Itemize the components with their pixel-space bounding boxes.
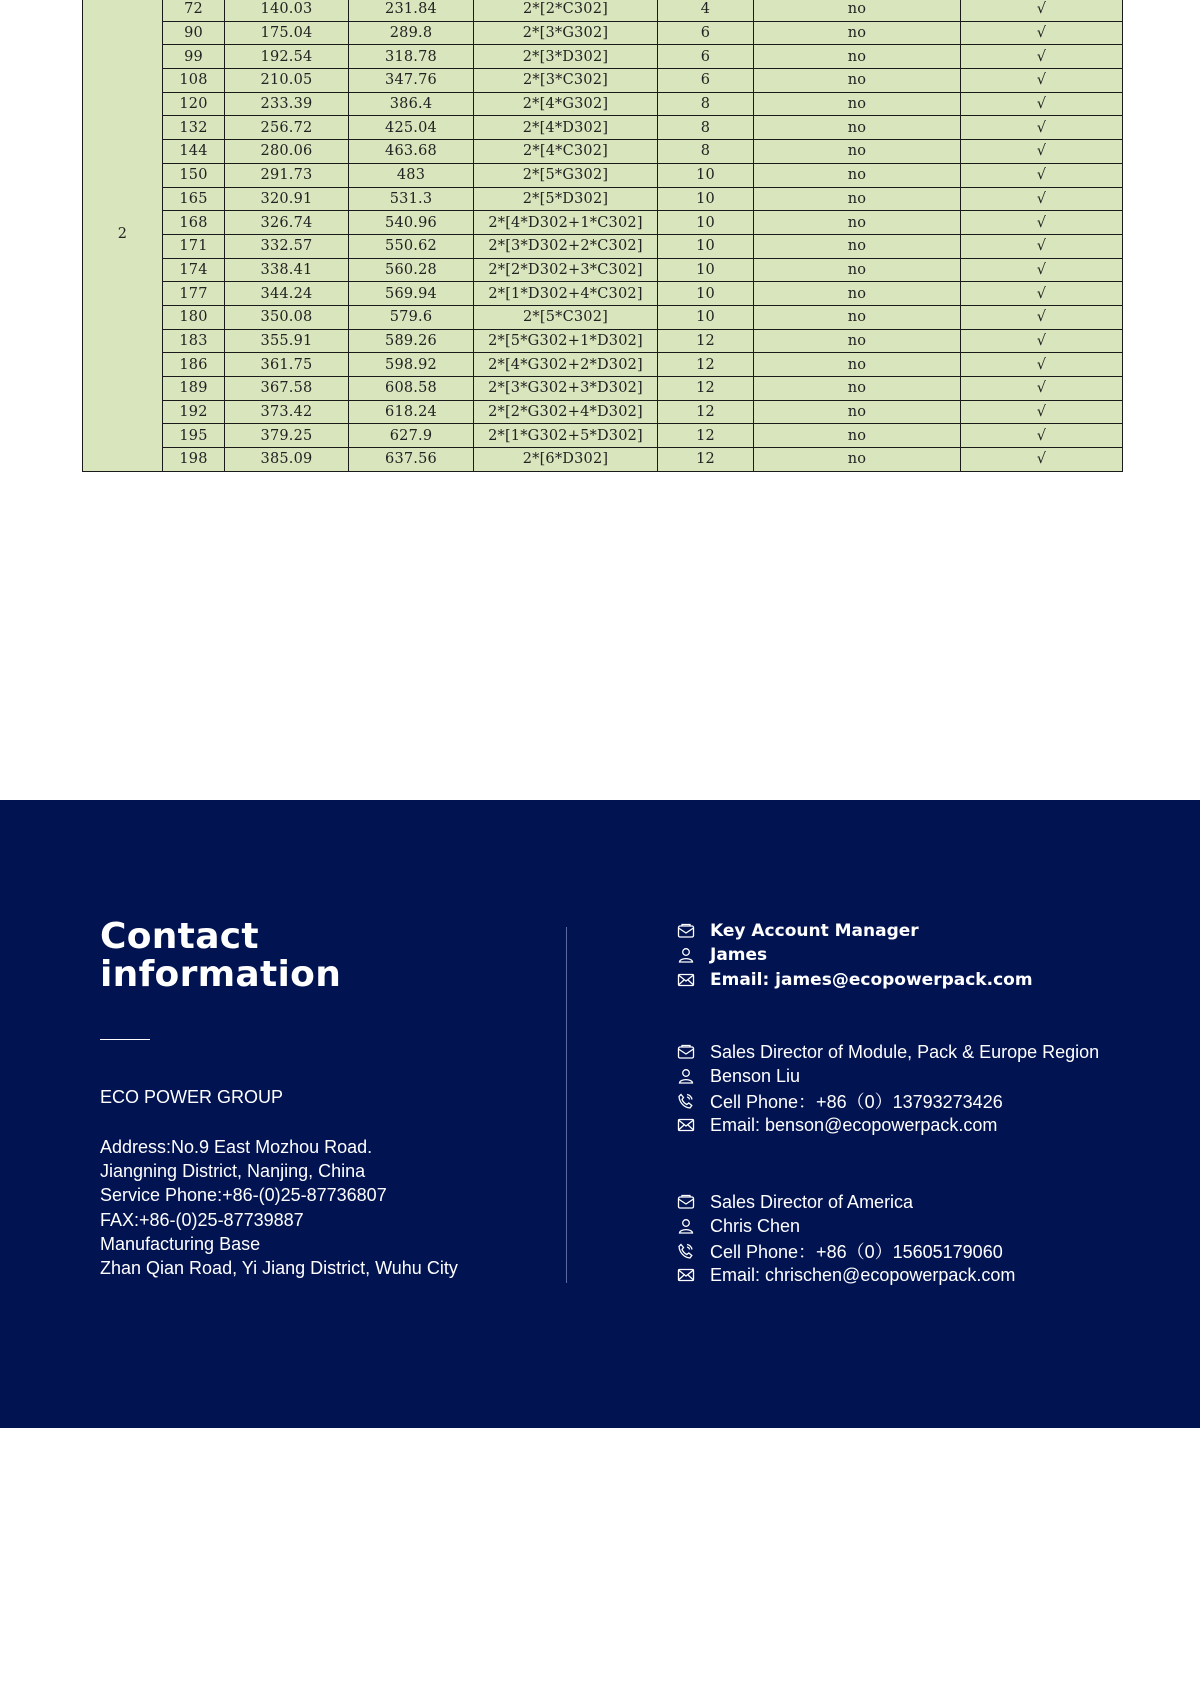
table-cell: 165	[163, 187, 225, 211]
table-cell: no	[754, 258, 961, 282]
contact-card-key-account	[676, 919, 1033, 992]
contact-section	[0, 800, 1200, 1428]
company-name: ECO POWER GROUP	[100, 1087, 284, 1107]
table-cell: √	[961, 69, 1123, 93]
envelope-icon	[676, 1117, 696, 1133]
table-cell: 2*[4*G302]	[474, 92, 658, 116]
table-row	[83, 187, 1123, 211]
table-cell: 180	[163, 305, 225, 329]
table-cell: 326.74	[225, 211, 349, 235]
table-cell: √	[961, 305, 1123, 329]
table-cell: √	[961, 0, 1123, 21]
table-cell: 12	[658, 377, 754, 401]
manufacturing-base-address: Zhan Qian Road, Yi Jiang District, Wuhu City	[100, 1258, 458, 1279]
table-row	[83, 140, 1123, 164]
table-cell: 90	[163, 21, 225, 45]
spec-table	[82, 0, 1123, 472]
table-cell: 175.04	[225, 21, 349, 45]
table-cell: 132	[163, 116, 225, 140]
badge-envelope-icon	[676, 1044, 696, 1060]
table-cell: 12	[658, 400, 754, 424]
table-cell: √	[961, 282, 1123, 306]
table-cell: 2*[5*G302]	[474, 163, 658, 187]
table-cell: 10	[658, 211, 754, 235]
contact-name: Chris Chen	[710, 1215, 801, 1236]
phone-icon	[676, 1093, 696, 1109]
table-cell: √	[961, 163, 1123, 187]
table-cell: 10	[658, 234, 754, 258]
contact-card-europe	[676, 1040, 1099, 1137]
table-row	[83, 305, 1123, 329]
service-phone-line: Service Phone:+86-(0)25-87736807	[100, 1185, 387, 1206]
table-cell: 2*[3*G302+3*D302]	[474, 377, 658, 401]
table-cell: 373.42	[225, 400, 349, 424]
badge-envelope-icon	[676, 923, 696, 939]
table-cell: 99	[163, 45, 225, 69]
table-cell: 195	[163, 424, 225, 448]
table-cell: 2*[3*C302]	[474, 69, 658, 93]
table-cell: √	[961, 258, 1123, 282]
address-line: Jiangning District, Nanjing, China	[100, 1161, 366, 1182]
table-cell: 338.41	[225, 258, 349, 282]
contact-email-row[interactable]	[676, 1263, 1015, 1287]
heading-underline	[100, 1039, 150, 1040]
table-row	[83, 400, 1123, 424]
table-cell: 6	[658, 69, 754, 93]
address-line: Address:No.9 East Mozhou Road.	[100, 1137, 373, 1157]
table-cell: 2*[1*D302+4*C302]	[474, 282, 658, 306]
table-cell: 8	[658, 92, 754, 116]
table-cell: √	[961, 211, 1123, 235]
table-cell: 2*[2*G302+4*D302]	[474, 400, 658, 424]
contact-email[interactable]: Email: benson@ecopowerpack.com	[710, 1114, 998, 1135]
contact-email-row[interactable]	[676, 1113, 1099, 1137]
table-cell: 347.76	[349, 69, 474, 93]
table-cell: 108	[163, 69, 225, 93]
table-cell: √	[961, 92, 1123, 116]
contact-email[interactable]: Email: james@ecopowerpack.com	[710, 969, 1033, 990]
table-cell: 318.78	[349, 45, 474, 69]
table-cell: 171	[163, 234, 225, 258]
contact-card-america	[676, 1190, 1015, 1287]
table-cell: no	[754, 282, 961, 306]
table-cell: 12	[658, 329, 754, 353]
table-cell: 618.24	[349, 400, 474, 424]
table-cell: 386.4	[349, 92, 474, 116]
contact-title-row	[676, 919, 1033, 943]
table-cell: 2*[3*G302]	[474, 21, 658, 45]
table-cell: 355.91	[225, 329, 349, 353]
contact-email[interactable]: Email: chrischen@ecopowerpack.com	[710, 1264, 1016, 1285]
table-row	[83, 234, 1123, 258]
table-cell: 2*[5*C302]	[474, 305, 658, 329]
envelope-icon	[676, 1267, 696, 1283]
table-cell: 589.26	[349, 329, 474, 353]
table-cell: no	[754, 45, 961, 69]
table-cell: 189	[163, 377, 225, 401]
table-cell: 192.54	[225, 45, 349, 69]
contact-name-row	[676, 1214, 1015, 1238]
table-cell: no	[754, 140, 961, 164]
table-cell: 2*[3*D302+2*C302]	[474, 234, 658, 258]
table-cell: 280.06	[225, 140, 349, 164]
table-row	[83, 0, 1123, 21]
person-icon	[676, 1068, 696, 1084]
table-cell: 608.58	[349, 377, 474, 401]
contact-heading-line2: information	[100, 954, 342, 995]
table-cell: 463.68	[349, 140, 474, 164]
table-cell: 425.04	[349, 116, 474, 140]
table-row	[83, 377, 1123, 401]
table-cell: 627.9	[349, 424, 474, 448]
contact-title: Key Account Manager	[710, 921, 919, 942]
table-cell: 344.24	[225, 282, 349, 306]
address-block	[100, 1135, 458, 1280]
table-cell: 2*[4*D302]	[474, 116, 658, 140]
table-cell: no	[754, 400, 961, 424]
table-cell: 540.96	[349, 211, 474, 235]
table-cell: 198	[163, 448, 225, 472]
table-cell: 186	[163, 353, 225, 377]
table-cell: 174	[163, 258, 225, 282]
table-cell: no	[754, 424, 961, 448]
table-cell: 2*[4*G302+2*D302]	[474, 353, 658, 377]
table-cell: 320.91	[225, 187, 349, 211]
table-row	[83, 424, 1123, 448]
badge-envelope-icon	[676, 1194, 696, 1210]
table-cell: 233.39	[225, 92, 349, 116]
table-cell: no	[754, 187, 961, 211]
table-cell: √	[961, 377, 1123, 401]
table-cell: √	[961, 424, 1123, 448]
table-cell: no	[754, 0, 961, 21]
table-row	[83, 448, 1123, 472]
table-cell: 2*[2*D302+3*C302]	[474, 258, 658, 282]
table-row	[83, 92, 1123, 116]
envelope-icon	[676, 972, 696, 988]
table-cell: no	[754, 69, 961, 93]
table-cell: no	[754, 329, 961, 353]
table-cell: 10	[658, 305, 754, 329]
contact-name-row	[676, 1064, 1099, 1088]
table-cell: 177	[163, 282, 225, 306]
table-cell: √	[961, 400, 1123, 424]
table-cell: 10	[658, 187, 754, 211]
table-cell: 560.28	[349, 258, 474, 282]
table-cell: 2*[5*G302+1*D302]	[474, 329, 658, 353]
table-cell: 10	[658, 282, 754, 306]
table-cell: 2*[5*D302]	[474, 187, 658, 211]
table-cell: 140.03	[225, 0, 349, 21]
table-row	[83, 258, 1123, 282]
table-cell: √	[961, 45, 1123, 69]
table-cell: 8	[658, 116, 754, 140]
table-cell: 361.75	[225, 353, 349, 377]
table-cell: 385.09	[225, 448, 349, 472]
table-cell: 367.58	[225, 377, 349, 401]
table-cell: 350.08	[225, 305, 349, 329]
table-row	[83, 163, 1123, 187]
table-cell: 289.8	[349, 21, 474, 45]
table-row	[83, 45, 1123, 69]
contact-name: Benson Liu	[710, 1065, 801, 1086]
table-cell: 569.94	[349, 282, 474, 306]
contact-title: Sales Director of America	[710, 1191, 914, 1212]
table-cell: 120	[163, 92, 225, 116]
table-cell: 144	[163, 140, 225, 164]
table-cell: √	[961, 116, 1123, 140]
table-cell: 332.57	[225, 234, 349, 258]
table-cell: 210.05	[225, 69, 349, 93]
table-cell: 483	[349, 163, 474, 187]
table-cell: √	[961, 329, 1123, 353]
table-cell: no	[754, 211, 961, 235]
fax-line: FAX:+86-(0)25-87739887	[100, 1209, 304, 1230]
table-cell: 168	[163, 211, 225, 235]
table-cell: √	[961, 448, 1123, 472]
table-cell: √	[961, 234, 1123, 258]
table-cell: 192	[163, 400, 225, 424]
table-cell: 10	[658, 163, 754, 187]
contact-heading	[100, 918, 341, 994]
table-cell: √	[961, 21, 1123, 45]
table-cell: 12	[658, 353, 754, 377]
table-cell: 2*[1*G302+5*D302]	[474, 424, 658, 448]
spec-table-body	[83, 0, 1123, 471]
table-cell: 2*[3*D302]	[474, 45, 658, 69]
table-cell: no	[754, 21, 961, 45]
table-cell: 291.73	[225, 163, 349, 187]
table-cell: √	[961, 187, 1123, 211]
table-cell: no	[754, 353, 961, 377]
table-row	[83, 329, 1123, 353]
contact-name-row	[676, 943, 1033, 967]
table-cell: √	[961, 353, 1123, 377]
table-row	[83, 69, 1123, 93]
table-cell: 637.56	[349, 448, 474, 472]
contact-title-row	[676, 1190, 1015, 1214]
table-cell: 256.72	[225, 116, 349, 140]
person-icon	[676, 947, 696, 963]
table-cell: 8	[658, 140, 754, 164]
table-cell: 12	[658, 448, 754, 472]
table-cell: 4	[658, 0, 754, 21]
group-cell: 2	[83, 0, 163, 471]
table-cell: no	[754, 92, 961, 116]
contact-phone-row[interactable]	[676, 1089, 1099, 1113]
contact-heading-line1: Contact	[100, 916, 259, 957]
table-row	[83, 21, 1123, 45]
table-cell: 12	[658, 424, 754, 448]
table-row	[83, 353, 1123, 377]
table-row	[83, 282, 1123, 306]
table-cell: √	[961, 140, 1123, 164]
table-cell: 6	[658, 45, 754, 69]
table-cell: 598.92	[349, 353, 474, 377]
table-cell: no	[754, 163, 961, 187]
table-cell: 231.84	[349, 0, 474, 21]
table-cell: no	[754, 234, 961, 258]
table-cell: 579.6	[349, 305, 474, 329]
table-cell: 2*[6*D302]	[474, 448, 658, 472]
table-cell: 10	[658, 258, 754, 282]
table-cell: no	[754, 116, 961, 140]
table-cell: 2*[2*C302]	[474, 0, 658, 21]
table-cell: 2*[4*C302]	[474, 140, 658, 164]
table-cell: no	[754, 448, 961, 472]
table-cell: 6	[658, 21, 754, 45]
manufacturing-base-label: Manufacturing Base	[100, 1233, 261, 1254]
table-row	[83, 116, 1123, 140]
vertical-divider	[566, 927, 567, 1283]
table-cell: 72	[163, 0, 225, 21]
person-icon	[676, 1218, 696, 1234]
contact-title-row	[676, 1040, 1099, 1064]
contact-phone[interactable]: Cell Phone：+86（0）15605179060	[710, 1241, 1003, 1262]
table-cell: 531.3	[349, 187, 474, 211]
phone-icon	[676, 1243, 696, 1259]
table-cell: 379.25	[225, 424, 349, 448]
table-cell: 550.62	[349, 234, 474, 258]
table-cell: no	[754, 305, 961, 329]
table-cell: 2*[4*D302+1*C302]	[474, 211, 658, 235]
table-cell: no	[754, 377, 961, 401]
contact-name: James	[710, 945, 768, 966]
contact-phone[interactable]: Cell Phone：+86（0）13793273426	[710, 1091, 1003, 1112]
table-row	[83, 211, 1123, 235]
table-cell: 183	[163, 329, 225, 353]
contact-title: Sales Director of Module, Pack & Europe Region	[710, 1041, 1100, 1062]
contact-phone-row[interactable]	[676, 1239, 1015, 1263]
table-cell: 150	[163, 163, 225, 187]
contact-email-row[interactable]	[676, 968, 1033, 992]
